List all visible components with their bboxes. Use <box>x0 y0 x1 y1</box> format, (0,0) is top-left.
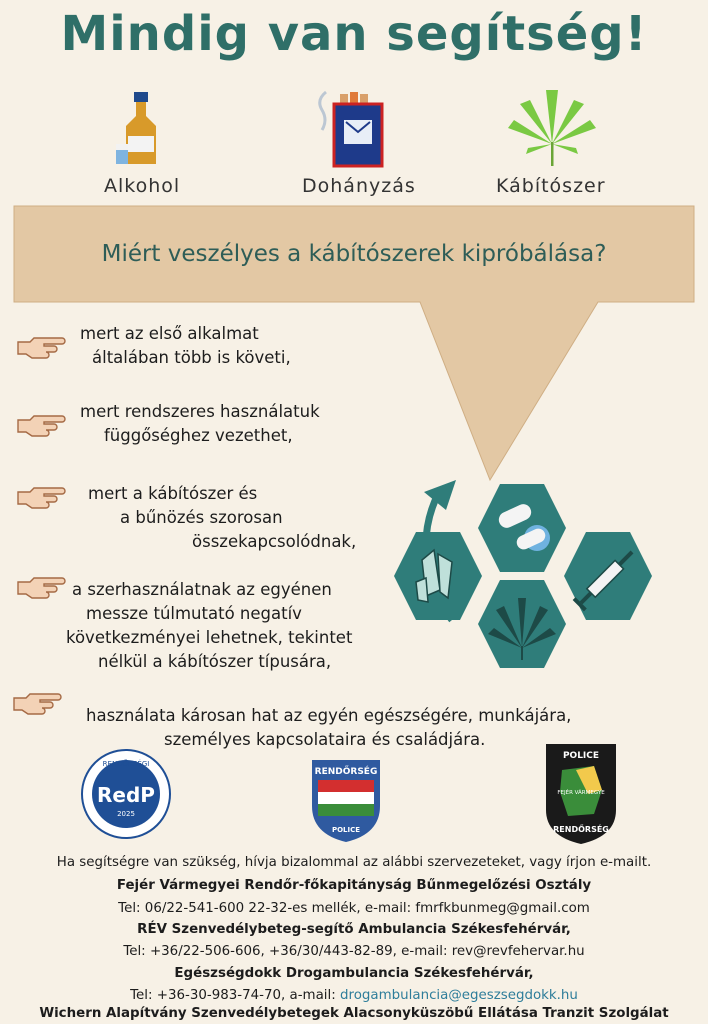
category-label-alkohol: Alkohol <box>104 175 181 197</box>
svg-text:RENDŐRSÉG: RENDŐRSÉG <box>314 767 378 777</box>
poster-title: Mindig van segítség! <box>60 6 648 62</box>
footer-org-2: RÉV Szenvedélybeteg-segítő Ambulancia Székesfehérvár, <box>137 922 571 937</box>
footer-contact-1: Tel: 06/22-541-600 22-32-es mellék, e-mail: fmrfkbunmeg@gmail.com <box>118 901 590 916</box>
svg-text:RedP: RedP <box>97 783 155 807</box>
fejer-police-logo <box>540 740 622 846</box>
pointing-hand-icon <box>16 484 66 510</box>
svg-text:RENDŐRSÉG: RENDŐRSÉG <box>553 825 609 834</box>
footer-org-1: Fejér Vármegyei Rendőr-főkapitányság Bűnmegelőzési Osztály <box>116 878 592 893</box>
footer-intro: Ha segítségre van szükség, hívja bizalommal az alábbi szervezeteket, vagy írjon e-mailt. <box>56 855 652 870</box>
reason-4: a szerhasználatnak az egyénen messze túlmutató negatív következményei lehetnek, tekintet nélkül a kábítószer típusára, <box>66 580 353 671</box>
pointing-hand-icon <box>16 574 66 600</box>
category-label-dohanyzas: Dohányzás <box>302 175 416 197</box>
pointing-hand-icon <box>16 334 66 360</box>
reason-2: mert rendszeres használatuk függőséghez vezethet, <box>80 402 320 445</box>
svg-text:POLICE: POLICE <box>562 751 600 761</box>
reason-1: mert az első alkalmat általában több is követi, <box>80 324 291 367</box>
redp-logo <box>80 748 172 840</box>
pointing-hand-icon <box>16 412 66 438</box>
svg-text:FEJÉR VÁRMEGYE: FEJÉR VÁRMEGYE <box>557 790 605 796</box>
svg-text:RENDŐRSÉGI: RENDŐRSÉGI <box>102 760 150 768</box>
footer-org-3: Egészségdokk Drogambulancia Székesfehérvár, <box>174 966 534 981</box>
category-label-kabitoszer: Kábítószer <box>496 175 606 197</box>
footer-org-4: Wichern Alapítvány Szenvedélybetegek Alacsonyküszöbű Ellátása Tranzit Szolgálat <box>39 1006 669 1021</box>
footer-contact-3: Tel: +36-30-983-74-70, a-mail: drogambulancia@egeszsegdokk.hu <box>130 988 578 1003</box>
drug-hexagon-cluster <box>360 470 708 702</box>
reason-3: mert a kábítószer és a bűnözés szorosan összekapcsolódnak, <box>88 484 357 551</box>
reason-5: használata károsan hat az egyén egészségére, munkájára, személyes kapcsolataira és családjára. <box>86 706 572 749</box>
question-heading: Miért veszélyes a kábítószerek kipróbálása? <box>101 241 607 267</box>
email-link[interactable]: drogambulancia@egeszsegdokk.hu <box>340 988 578 1003</box>
pointing-hand-icon <box>12 690 62 716</box>
footer-contact-2: Tel: +36/22-506-606, +36/30/443-82-89, e-mail: rev@revfehervar.hu <box>123 944 585 959</box>
arrow-head-icon <box>424 480 456 510</box>
police-badge-logo <box>306 752 386 844</box>
svg-text:POLICE: POLICE <box>331 826 361 834</box>
svg-text:2025: 2025 <box>117 810 135 818</box>
